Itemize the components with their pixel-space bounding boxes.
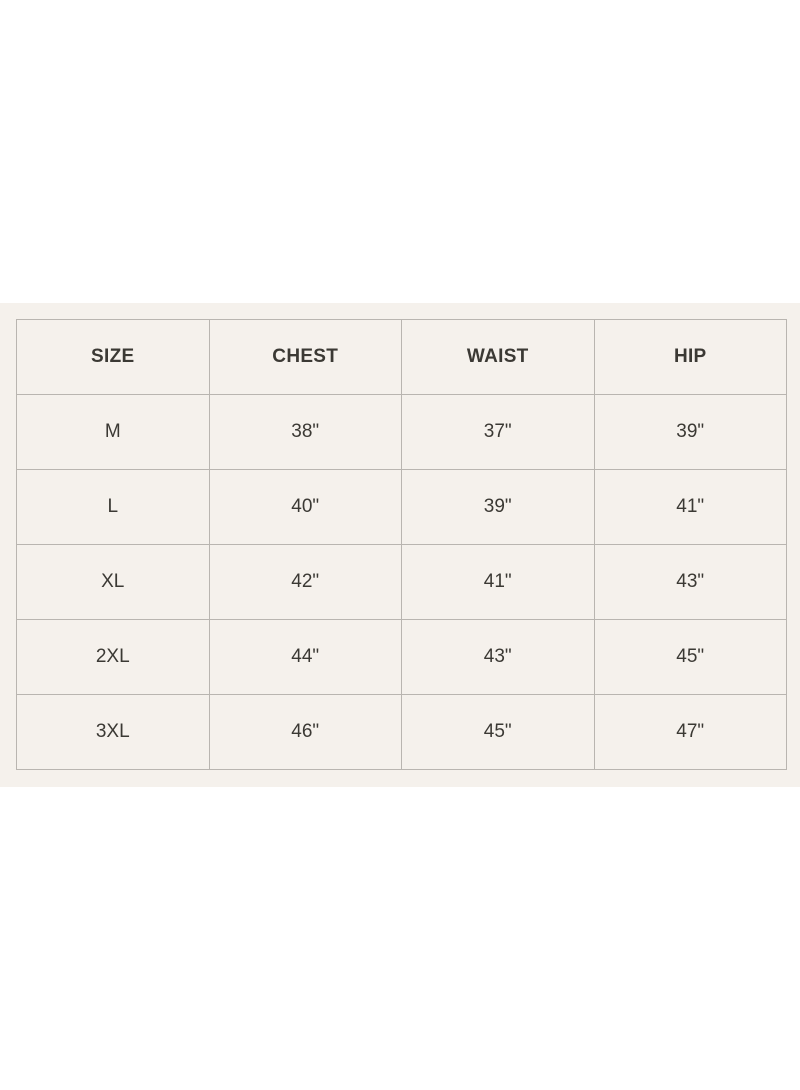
hip-cell: 45" <box>594 620 787 695</box>
header-hip: HIP <box>594 320 787 395</box>
size-cell: 2XL <box>17 620 210 695</box>
table-row <box>17 620 787 695</box>
header-chest: CHEST <box>209 320 402 395</box>
chest-cell: 38" <box>209 395 402 470</box>
chest-cell: 46" <box>209 695 402 770</box>
waist-cell: 39" <box>402 470 595 545</box>
hip-cell: 39" <box>594 395 787 470</box>
chest-cell: 44" <box>209 620 402 695</box>
chest-cell: 40" <box>209 470 402 545</box>
size-chart-table <box>16 319 787 770</box>
size-cell: 3XL <box>17 695 210 770</box>
size-chart-panel <box>0 303 800 787</box>
hip-cell: 47" <box>594 695 787 770</box>
size-chart-header <box>17 320 787 395</box>
header-size: SIZE <box>17 320 210 395</box>
waist-cell: 37" <box>402 395 595 470</box>
size-chart-body <box>17 395 787 770</box>
size-cell: L <box>17 470 210 545</box>
table-row <box>17 395 787 470</box>
size-cell: XL <box>17 545 210 620</box>
waist-cell: 43" <box>402 620 595 695</box>
chest-cell: 42" <box>209 545 402 620</box>
size-cell: M <box>17 395 210 470</box>
header-row <box>17 320 787 395</box>
waist-cell: 45" <box>402 695 595 770</box>
table-row <box>17 545 787 620</box>
table-row <box>17 470 787 545</box>
header-waist: WAIST <box>402 320 595 395</box>
waist-cell: 41" <box>402 545 595 620</box>
table-row <box>17 695 787 770</box>
hip-cell: 43" <box>594 545 787 620</box>
hip-cell: 41" <box>594 470 787 545</box>
